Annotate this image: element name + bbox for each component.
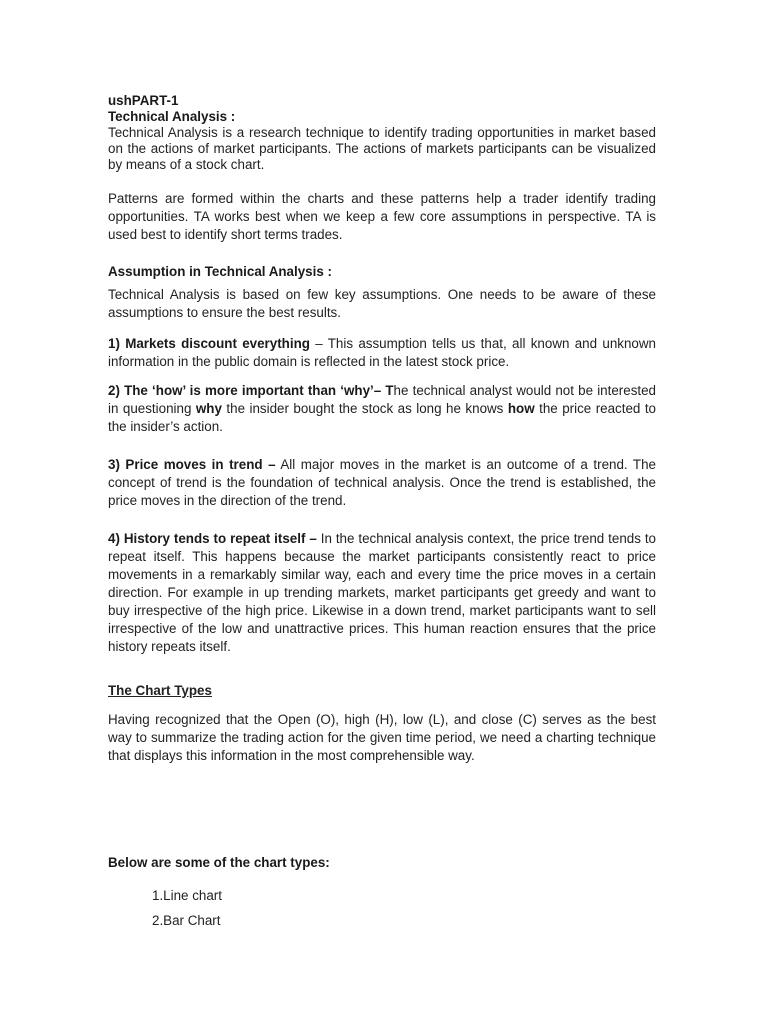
list-item: 1.Line chart	[152, 888, 222, 903]
assumption-4-lead: 4) History tends to repeat itself –	[108, 531, 317, 546]
chart-types-list	[152, 887, 452, 937]
section-title: Technical Analysis :	[108, 109, 236, 124]
assumption-3-lead: 3) Price moves in trend –	[108, 457, 276, 472]
chart-types-paragraph: Having recognized that the Open (O), high (H), low (L), and close (C) serves as the best way to summarize the trading action for the given time period, we need a charting technique that displays this information in the most comprehensible way.	[108, 712, 656, 763]
patterns-paragraph: Patterns are formed within the charts and these patterns help a trader identify trading opportunities. TA works best when we keep a few core assumptions in perspective. TA is used best to identify short terms trades.	[108, 191, 656, 242]
assumption-2-body-3: the price reacted to the insider’s action.	[108, 401, 657, 434]
assumptions-heading: Assumption in Technical Analysis :	[108, 264, 332, 279]
part-title: ushPART-1	[108, 93, 179, 108]
assumption-2-emphasis-why: why	[195, 401, 222, 416]
intro-paragraph: Technical Analysis is a research technique to identify trading opportunities in market based on the actions of market participants. The actions of markets participants can be visualized by means of a stock chart.	[108, 125, 656, 172]
assumption-2-body-1: he technical analyst would not be interested in questioning	[108, 383, 657, 416]
assumption-3-body: All major moves in the market is an outcome of a trend. The concept of trend is the foundation of technical analysis. Once the trend is established, the price moves in the direction of the trend.	[108, 457, 656, 508]
list-item: 2.Bar Chart	[152, 913, 221, 928]
assumption-2-emphasis-how: how	[507, 401, 535, 416]
assumption-3-paragraph	[108, 456, 656, 510]
assumption-1-lead: 1) Markets discount everything	[108, 336, 310, 351]
assumption-2-body-2: the insider bought the stock as long he knows	[221, 401, 508, 416]
chart-types-list-heading: Below are some of the chart types:	[108, 855, 330, 870]
assumption-1-body: – This assumption tells us that, all known and unknown information in the public domain is reflected in the latest stock price.	[108, 336, 656, 369]
assumption-4-body: In the technical analysis context, the price trend tends to repeat itself. This happens because the market participants consistently react to price movements in a remarkably similar way, each and every time the price moves in a certain direction. For example in up trending markets, market participants get greedy and want to buy irrespective of the high price. Likewise in a down trend, market participants want to sell irrespective of the low and unattractive prices. This human reaction ensures that the price history repeats itself.	[108, 531, 656, 654]
chart-types-heading: The Chart Types	[108, 683, 212, 698]
assumption-4-paragraph	[108, 530, 656, 656]
assumption-2-paragraph	[108, 382, 656, 436]
assumption-1-paragraph	[108, 335, 656, 371]
assumptions-intro-paragraph: Technical Analysis is based on few key assumptions. One needs to be aware of these assumptions to ensure the best results.	[108, 287, 656, 320]
assumption-2-lead: 2) The ‘how’ is more important than ‘why’– T	[108, 383, 394, 398]
